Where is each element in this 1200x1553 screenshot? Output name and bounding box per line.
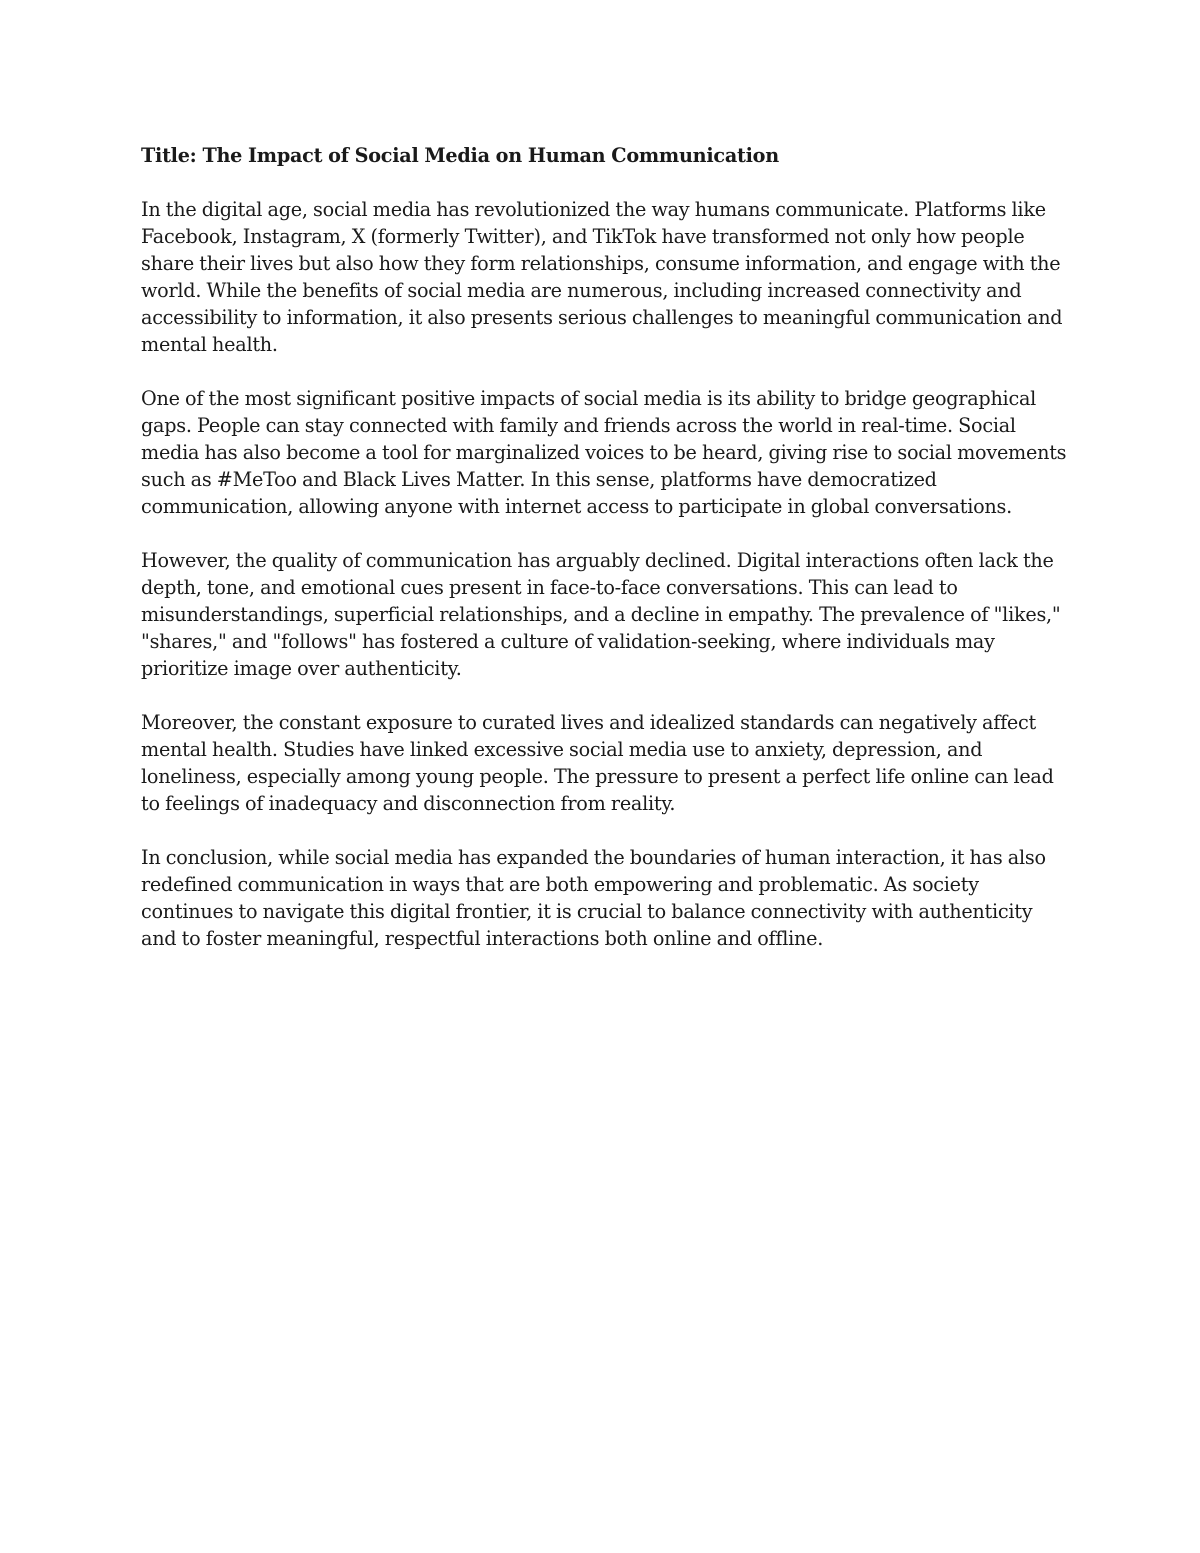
paragraph-mental-health: Moreover, the constant exposure to curated lives and idealized standards can negatively affect mental health. Studies have linked excessive social media use to anxiety, depression, and loneliness, especially among young people. The pressure to present a perfect life online can lead to feelings of inadequacy and disconnection from reality. bbox=[141, 711, 1054, 815]
paragraph-communication-quality: However, the quality of communication has arguably declined. Digital interactions often lack the depth, tone, and emotional cues present in face-to-face conversations. This can lead to misunderstandings, superficial relationships, and a decline in empathy. The prevalence of "likes," "shares," and "follows" has fostered a culture of validation-seeking, where individuals may prioritize image over authenticity. bbox=[141, 549, 1061, 680]
paragraph-introduction: In the digital age, social media has revolutionized the way humans communicate. Platforms like Facebook, Instagram, X (formerly Twitter), and TikTok have transformed not only how people share their lives but also how they form relationships, consume information, and engage with the world. While the benefits of social media are numerous, including increased connectivity and accessibility to information, it also presents serious challenges to meaningful communication and mental health. bbox=[141, 198, 1063, 356]
paragraph-conclusion: In conclusion, while social media has expanded the boundaries of human interaction, it has also redefined communication in ways that are both empowering and problematic. As society continues to navigate this digital frontier, it is crucial to balance connectivity with authenticity and to foster meaningful, respectful interactions both online and offline. bbox=[141, 846, 1046, 950]
document-body bbox=[141, 142, 1071, 979]
paragraph-positive-impacts: One of the most significant positive impacts of social media is its ability to bridge geographical gaps. People can stay connected with family and friends across the world in real-time. Social media has also become a tool for marginalized voices to be heard, giving rise to social movements such as #MeToo and Black Lives Matter. In this sense, platforms have democratized communication, allowing anyone with internet access to participate in global conversations. bbox=[141, 387, 1067, 518]
document-title: Title: The Impact of Social Media on Human Communication bbox=[141, 144, 779, 167]
